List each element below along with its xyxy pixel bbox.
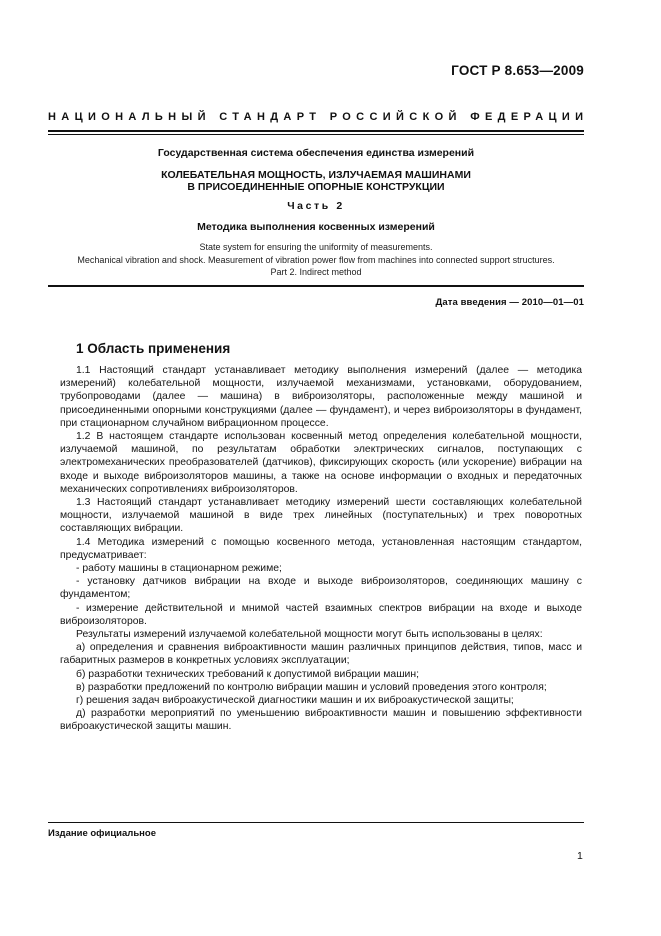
state-system-title: Государственная система обеспечения единства измерений bbox=[157, 147, 475, 159]
subtitle: Методика выполнения косвенных измерений bbox=[197, 221, 435, 233]
section-heading: 1 Область применения bbox=[76, 341, 231, 356]
footer-rule bbox=[48, 822, 584, 823]
main-title-line-1: КОЛЕБАТЕЛЬНАЯ МОЩНОСТЬ, ИЗЛУЧАЕМАЯ МАШИНАМИ bbox=[161, 169, 471, 181]
list-item: а) определения и сравнения виброактивности машин различных принципов действия, типов, масс и габаритных размеров в конкретных условиях эксплуатации; bbox=[60, 642, 582, 667]
document-code: ГОСТ Р 8.653—2009 bbox=[451, 63, 584, 78]
paragraph-1-2: 1.2 В настоящем стандарте использован косвенный метод определения колебательной мощности, излучаемой машиной, по результатам обработки электрических сигналов, поступающих с электромеханических преобразователей (датчиков), фиксирующих скорость (или ускорение) вибрации на входе и выходе виброизоляторов машины, а также на основе информации о входных и передаточных механических сопротивлениях виброизоляторов. bbox=[60, 431, 582, 495]
paragraph-1-1: 1.1 Настоящий стандарт устанавливает методику выполнения измерений (далее — методика измерений) колебательной мощности, излучаемой механизмами, установками, оборудованием, трубопроводами (далее — машина) в виброизоляторы, расположенные между машиной и присоединенными опорными конструкциями (далее — фундамент), и через виброизоляторы в фундамент, при стационарном случайном вибрационном процессе. bbox=[60, 365, 582, 429]
list-item: б) разработки технических требований к допустимой вибрации машин; bbox=[76, 668, 419, 680]
main-title-line-2: В ПРИСОЕДИНЕННЫЕ ОПОРНЫЕ КОНСТРУКЦИИ bbox=[187, 181, 445, 193]
national-standard-title: НАЦИОНАЛЬНЫЙ СТАНДАРТ РОССИЙСКОЙ ФЕДЕРАЦИИ bbox=[48, 111, 589, 123]
main-title bbox=[40, 169, 592, 193]
english-title-line-3: Part 2. Indirect method bbox=[270, 267, 362, 277]
introduction-date: Дата введения — 2010—01—01 bbox=[435, 297, 584, 308]
english-title-line-2: Mechanical vibration and shock. Measurement of vibration power flow from machines into connected support structures. bbox=[77, 254, 555, 265]
header-rule-thin bbox=[48, 134, 584, 135]
edition-note: Издание официальное bbox=[48, 828, 156, 839]
english-title bbox=[40, 241, 592, 279]
part-label: Часть 2 bbox=[287, 200, 345, 212]
section-body bbox=[60, 364, 582, 734]
english-title-line-1: State system for ensuring the uniformity of measurements. bbox=[199, 242, 433, 252]
page-number: 1 bbox=[577, 850, 583, 862]
list-item: - измерение действительной и мнимой частей взаимных спектров вибрации на входе и выходе виброизоляторов. bbox=[60, 602, 582, 627]
list-item: - работу машины в стационарном режиме; bbox=[76, 563, 282, 575]
title-separator-rule bbox=[48, 285, 584, 287]
header-rule-thick bbox=[48, 130, 584, 132]
paragraph-1-4: 1.4 Методика измерений с помощью косвенного метода, установленная настоящим стандартом, предусматривает: bbox=[60, 536, 582, 561]
list-item: д) разработки мероприятий по уменьшению виброактивности машин и повышению эффективности виброакустической защиты машин. bbox=[60, 708, 582, 733]
list-item: в) разработки предложений по контролю вибрации машин и условий проведения этого контроля; bbox=[76, 681, 547, 693]
paragraph-1-3: 1.3 Настоящий стандарт устанавливает методику измерений шести составляющих колебательной мощности, излучаемой машиной в виде трех линейных (поступательных) и трех поворотных составляющих вибрации. bbox=[60, 497, 582, 535]
list-item: г) решения задач виброакустической диагностики машин и их виброакустической защиты; bbox=[76, 695, 514, 707]
results-usage-intro: Результаты измерений излучаемой колебательной мощности могут быть использованы в целях: bbox=[76, 629, 543, 641]
list-item: - установку датчиков вибрации на входе и выходе виброизоляторов, соединяющих машину с фундаментом; bbox=[60, 576, 582, 601]
